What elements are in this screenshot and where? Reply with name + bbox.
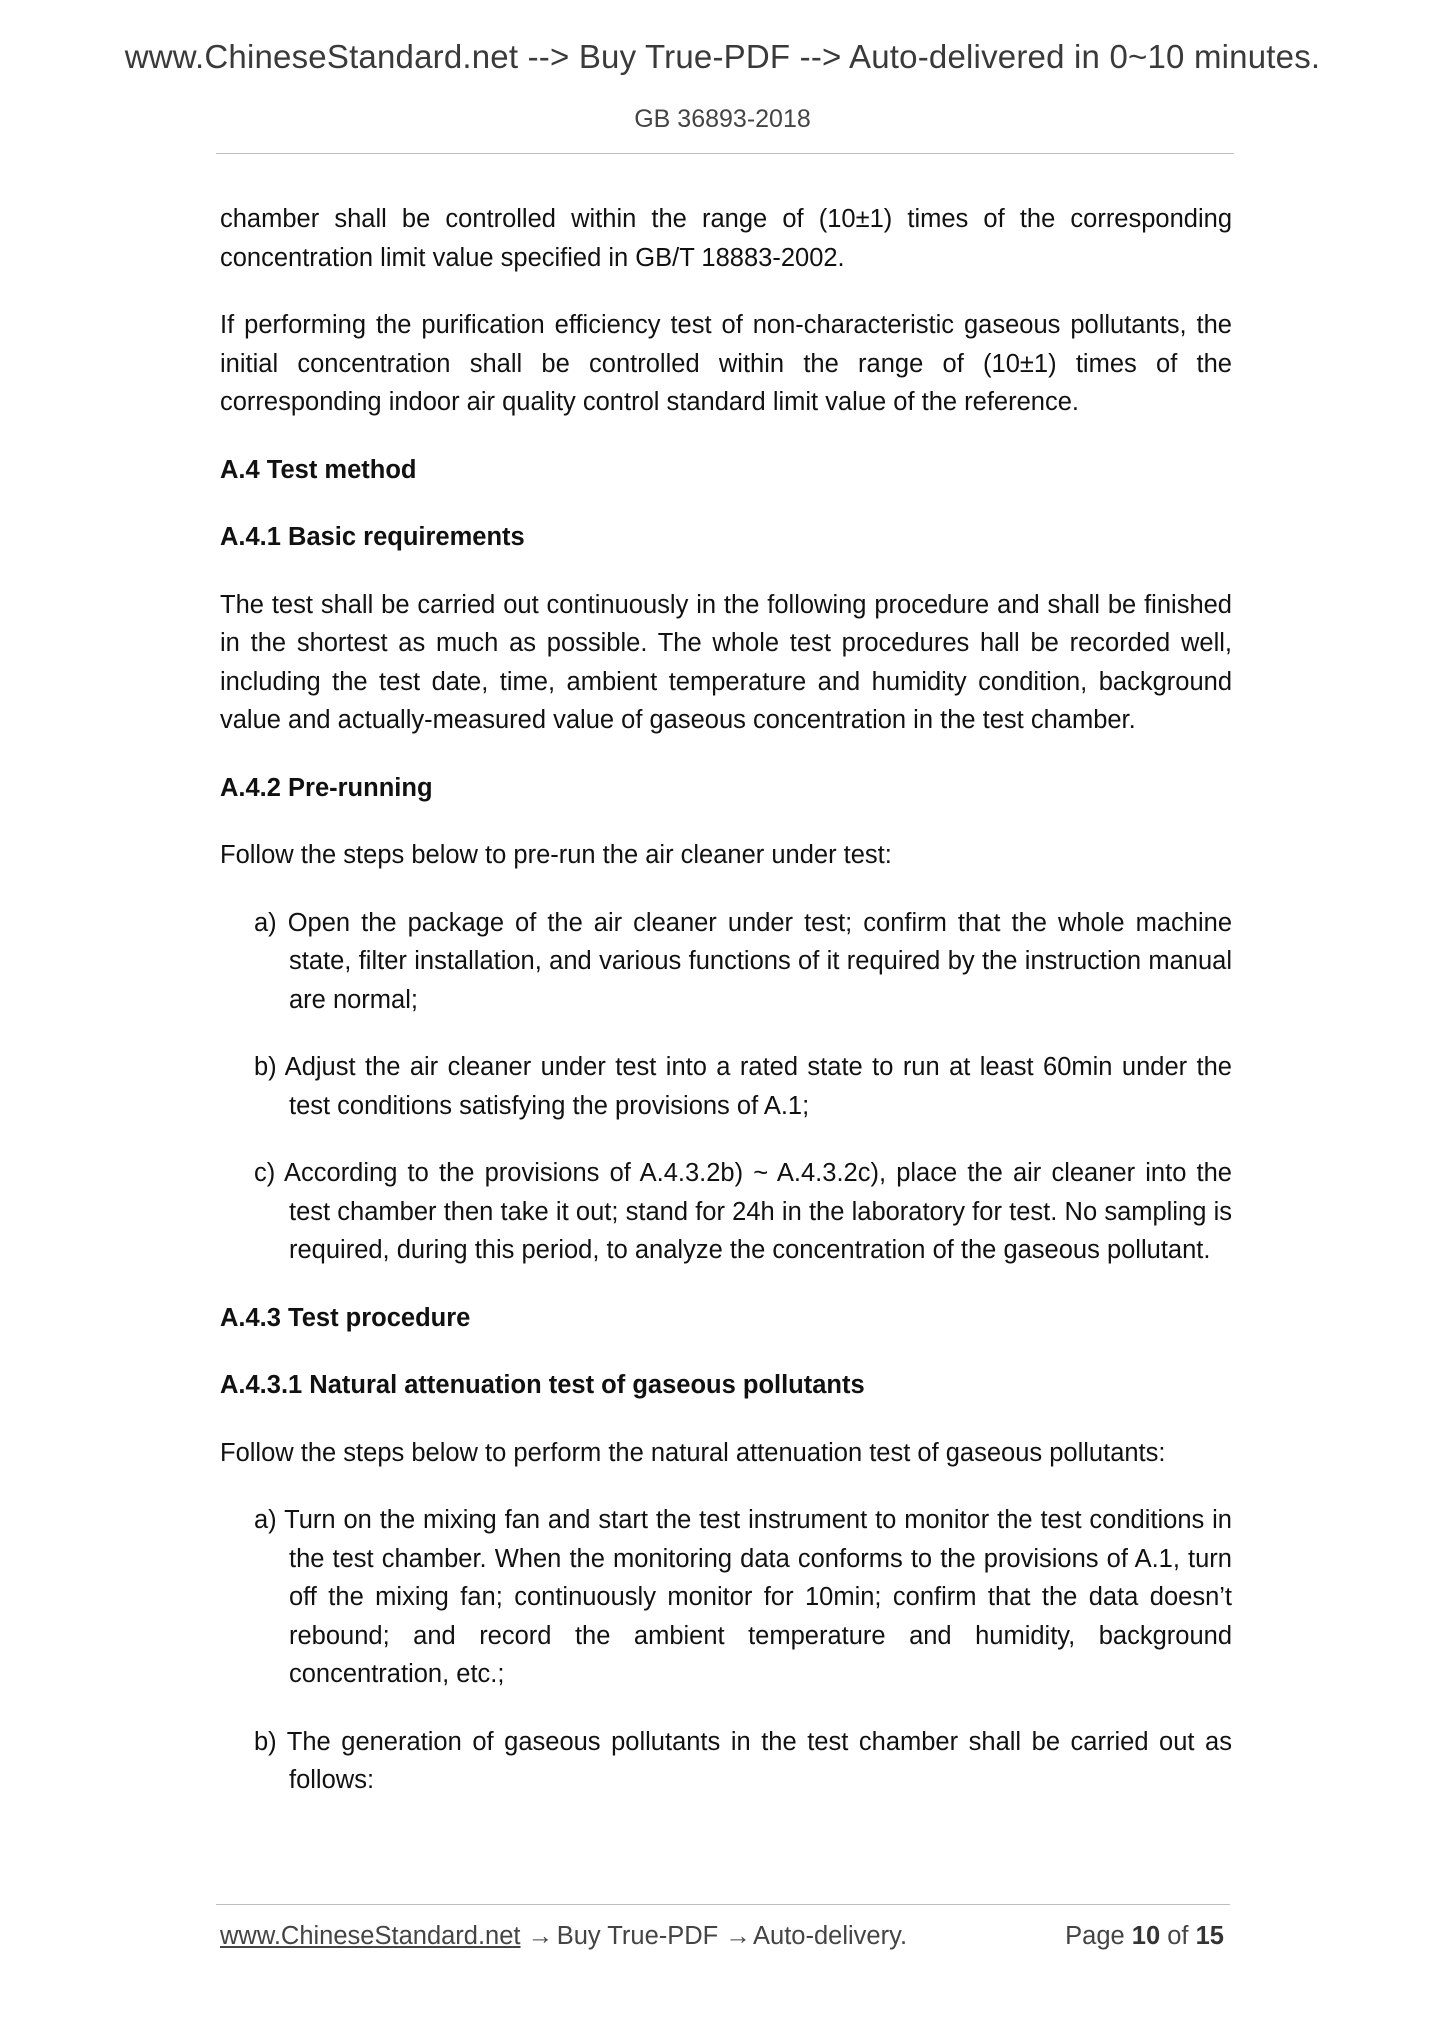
chinesestandard-link[interactable]: www.ChineseStandard.net <box>220 1922 521 1950</box>
page-content <box>220 200 1232 1829</box>
document-code: GB 36893-2018 <box>634 105 811 133</box>
footer-links <box>220 1922 907 1951</box>
list-item-prerun-a: a) Open the package of the air cleaner under test; confirm that the whole machine state, filter installation, and various functions of it required by the instruction manual are normal; <box>254 908 1232 1014</box>
heading-a4: A.4 Test method <box>220 455 417 484</box>
heading-a42: A.4.2 Pre-running <box>220 773 433 802</box>
of-label: of <box>1167 1922 1189 1950</box>
right-arrow-icon: → <box>725 1922 751 1950</box>
page-current: 10 <box>1131 1922 1161 1950</box>
buy-true-pdf-text: Buy True-PDF <box>556 1922 719 1950</box>
list-item-prerun-c: c) According to the provisions of A.4.3.2b) ~ A.4.3.2c), place the air cleaner into the test chamber then take it out; stand for 24h in the laboratory for test. No sampling is required, during this period, to analyze the concentration of the gaseous pollutant. <box>254 1159 1232 1264</box>
top-banner: www.ChineseStandard.net --> Buy True-PDF --> Auto-delivered in 0~10 minutes. <box>124 38 1321 75</box>
paragraph-basic-requirements: The test shall be carried out continuously in the following procedure and shall be finished in the shortest as much as possible. The whole test procedures hall be recorded well, including the test date, time, ambient temperature and humidity condition, background value and actually-measured value of gaseous concentration in the test chamber. <box>220 590 1232 734</box>
heading-a431: A.4.3.1 Natural attenuation test of gaseous pollutants <box>220 1371 865 1399</box>
paragraph-chamber-concentration: chamber shall be controlled within the range of (10±1) times of the corresponding concentration limit value specified in GB/T 18883-2002. <box>220 205 1232 272</box>
page-number <box>1065 1922 1224 1951</box>
header-divider <box>216 153 1234 154</box>
auto-delivery-text: Auto-delivery. <box>753 1922 908 1950</box>
heading-a43: A.4.3 Test procedure <box>220 1303 471 1332</box>
list-item-attenuation-a: a) Turn on the mixing fan and start the test instrument to monitor the test conditions in the test chamber. When the monitoring data conforms to the provisions of A.1, turn off the mixing fan; continuously monitor for 10min; confirm that the data doesn’t rebound; and record the ambient temperature and humidity, background concentration, etc.; <box>254 1506 1232 1688</box>
list-item-prerun-b: b) Adjust the air cleaner under test into a rated state to run at least 60min under the test conditions satisfying the provisions of A.1; <box>254 1053 1232 1120</box>
footer-divider <box>216 1904 1230 1905</box>
page-total: 15 <box>1195 1922 1224 1950</box>
heading-a41: A.4.1 Basic requirements <box>220 523 525 551</box>
paragraph-non-characteristic-pollutants: If performing the purification efficiency test of non-characteristic gaseous pollutants, the initial concentration shall be controlled within the range of (10±1) times of the corresponding indoor air quality control standard limit value of the reference. <box>220 311 1232 416</box>
page-label: Page <box>1065 1922 1125 1950</box>
paragraph-attenuation-intro: Follow the steps below to perform the natural attenuation test of gaseous pollutants: <box>220 1438 1166 1467</box>
right-arrow-icon: → <box>527 1922 554 1950</box>
paragraph-prerun-intro: Follow the steps below to pre-run the air cleaner under test: <box>220 841 892 869</box>
list-item-attenuation-b: b) The generation of gaseous pollutants in the test chamber shall be carried out as follows: <box>254 1727 1232 1794</box>
